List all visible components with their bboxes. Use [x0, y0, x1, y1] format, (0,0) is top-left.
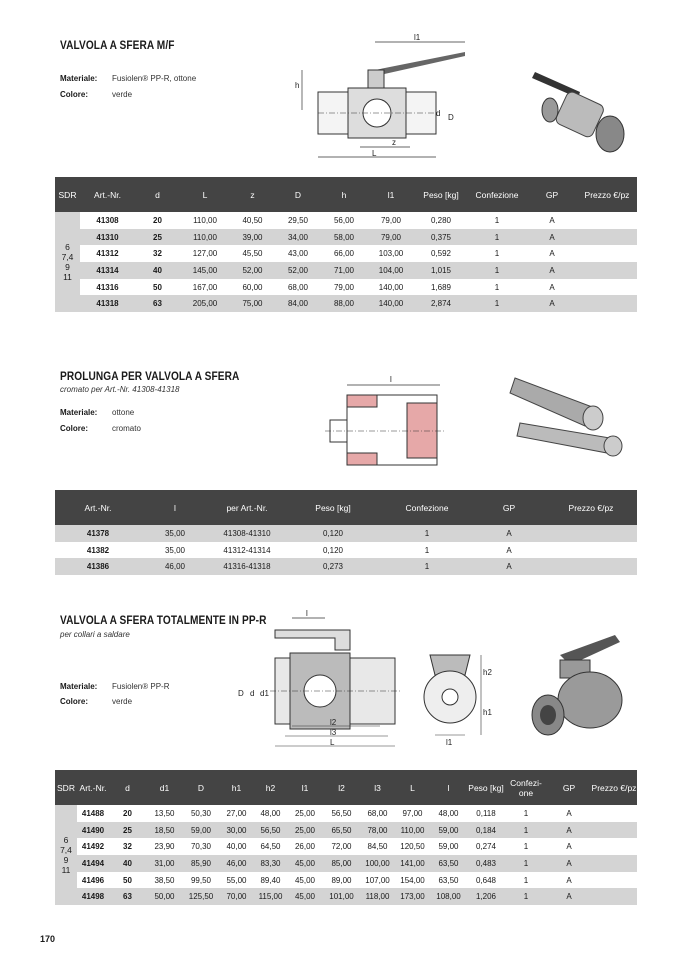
table-cell: 68,00 [367, 808, 388, 818]
sdr-value: 9 [63, 855, 69, 866]
table-cell: 75,00 [230, 295, 275, 312]
dim-d1: d1 [260, 689, 269, 698]
table-cell: 79,00 [380, 215, 402, 225]
table-header [55, 770, 637, 805]
article-number: 41316 [96, 282, 119, 292]
table-cell: 72,00 [331, 842, 352, 852]
table-cell: 63 [109, 888, 146, 905]
table-prolunga [55, 490, 637, 575]
table-cell: 84,00 [275, 295, 321, 312]
table-cell: 46,00 [219, 855, 254, 872]
table-cell: 1 [467, 295, 527, 312]
article-number: 41386 [55, 558, 141, 575]
table-cell: 52,00 [230, 262, 275, 279]
table-cell: A [473, 525, 545, 542]
table-cell: 118,00 [360, 888, 395, 905]
table-row [55, 805, 637, 822]
table-row [55, 279, 637, 296]
column-header: GP [547, 770, 591, 805]
table-cell: 2,874 [415, 295, 467, 312]
table-cell: A [527, 262, 577, 279]
table-cell: 35,00 [164, 545, 186, 555]
table-cell: A [547, 855, 591, 872]
table-cell: 65,50 [323, 822, 360, 839]
dim-h2: h2 [483, 668, 492, 677]
table-cell: 48,00 [438, 808, 459, 818]
column-header: L [180, 177, 230, 212]
material-row [60, 408, 134, 417]
table-cell: A [566, 808, 572, 818]
table-cell: 55,00 [226, 875, 247, 885]
table-valvola-pp-r [55, 770, 637, 905]
table-cell: A [549, 249, 555, 259]
table-cell: 1 [494, 249, 500, 259]
article-number: 41494 [77, 855, 109, 872]
table-cell: 50,30 [190, 808, 212, 818]
table-cell: 0,483 [467, 855, 505, 872]
section-subtitle: per collari a saldare [60, 630, 130, 639]
table-cell: 104,00 [367, 262, 415, 279]
sdr-cell [55, 805, 77, 905]
column-header: GP [527, 177, 577, 212]
table-cell: 0,273 [285, 558, 381, 575]
table-cell: 25,00 [294, 808, 316, 818]
column-header: l3 [360, 770, 395, 805]
table-header [55, 177, 637, 212]
price-cell [577, 279, 637, 296]
price-cell [591, 855, 637, 872]
table-cell: 88,00 [321, 295, 367, 312]
table-row [55, 542, 637, 559]
table-cell: 48,00 [260, 808, 281, 818]
table-cell: 83,30 [254, 855, 287, 872]
dim-l1: l1 [446, 738, 453, 747]
table-cell: 125,50 [183, 888, 219, 905]
table-cell: 167,00 [192, 282, 218, 292]
dim-D: D [448, 113, 454, 122]
column-header: l2 [323, 770, 360, 805]
table-row [55, 822, 637, 839]
table-cell: A [549, 215, 555, 225]
table-header [55, 490, 637, 525]
table-cell: 1 [505, 855, 547, 872]
article-number: 41490 [77, 822, 109, 839]
table-cell: 39,00 [230, 229, 275, 246]
column-header: Prezzo €/pz [577, 177, 637, 212]
dim-l1: l1 [414, 33, 421, 42]
table-cell: 145,00 [180, 262, 230, 279]
table-cell: 140,00 [378, 282, 404, 292]
price-cell [591, 805, 637, 822]
table-cell: 1 [381, 558, 473, 575]
color-label: Colore: [60, 697, 88, 706]
table-row [55, 838, 637, 855]
table-cell: A [547, 822, 591, 839]
table-row [55, 212, 637, 229]
table-cell: 25 [109, 822, 146, 839]
table-cell: 13,50 [154, 808, 175, 818]
table-cell: 1 [494, 282, 500, 292]
article-number: 41488 [81, 808, 105, 818]
table-cell: 25 [135, 229, 180, 246]
table-cell: 20 [123, 808, 132, 818]
dim-z: z [392, 138, 396, 147]
table-row [55, 245, 637, 262]
article-number: 41310 [80, 229, 135, 246]
column-header: Prezzo €/pz [545, 490, 637, 525]
section-title-valvola-pp-r: VALVOLA A SFERA TOTALMENTE IN PP-R [60, 615, 267, 627]
column-header: Prezzo €/pz [591, 770, 637, 805]
table-cell: 173,00 [395, 888, 430, 905]
table-cell: 78,00 [360, 822, 395, 839]
table-row [55, 872, 637, 889]
table-cell: 35,00 [141, 525, 209, 542]
article-number: 41496 [81, 875, 105, 885]
sdr-cell [55, 212, 80, 312]
product-photo-prolunga [505, 368, 635, 463]
section-title-prolunga: PROLUNGA PER VALVOLA A SFERA [60, 371, 240, 383]
material-value: ottone [112, 408, 135, 417]
color-label: Colore: [60, 90, 88, 99]
column-header: Peso [kg] [415, 177, 467, 212]
table-cell: 99,50 [190, 875, 212, 885]
table-cell: 41308-41310 [209, 525, 285, 542]
column-header: h [321, 177, 367, 212]
table-cell: 1 [505, 888, 547, 905]
table-row [55, 525, 637, 542]
table-cell: 70,00 [219, 888, 254, 905]
table-cell: 115,00 [254, 888, 287, 905]
material-label: Materiale: [60, 408, 98, 417]
column-header: Art.-Nr. [77, 770, 109, 805]
table-cell: 1,689 [430, 282, 452, 292]
price-cell [577, 212, 637, 229]
article-number: 41314 [80, 262, 135, 279]
column-header: Confezione [467, 177, 527, 212]
table-cell: 154,00 [400, 875, 425, 885]
table-cell: 45,00 [287, 888, 323, 905]
table-cell: 120,50 [400, 842, 425, 852]
column-header: l [430, 770, 467, 805]
table-cell: A [566, 875, 572, 885]
table-row [55, 855, 637, 872]
table-cell: 25,00 [287, 822, 323, 839]
table-cell: 59,00 [430, 822, 467, 839]
price-cell [591, 872, 637, 889]
table-cell: 70,30 [190, 842, 212, 852]
sdr-value: 7,4 [60, 845, 72, 856]
technical-drawing-valve-front [415, 635, 500, 750]
table-cell: 27,00 [226, 808, 247, 818]
table-cell: A [527, 229, 577, 246]
table-cell: 89,40 [260, 875, 281, 885]
column-header: Art.-Nr. [80, 177, 135, 212]
table-cell: 38,50 [154, 875, 175, 885]
column-header: Art.-Nr. [55, 490, 141, 525]
table-cell: 34,00 [275, 229, 321, 246]
table-cell: 1 [505, 822, 547, 839]
column-header: Peso [kg] [467, 770, 505, 805]
table-row [55, 558, 637, 575]
table-row [55, 295, 637, 312]
table-cell: 60,00 [242, 282, 263, 292]
sdr-value: 6 [63, 835, 69, 846]
table-cell: 205,00 [180, 295, 230, 312]
dim-l: l [390, 375, 392, 384]
table-cell: 101,00 [323, 888, 360, 905]
table-cell: 110,00 [193, 215, 217, 225]
column-header: h2 [254, 770, 287, 805]
column-header: l1 [367, 177, 415, 212]
table-cell: 1 [494, 215, 500, 225]
price-cell [591, 822, 637, 839]
table-cell: 40,00 [226, 842, 247, 852]
table-cell: 1 [523, 808, 529, 818]
table-cell: 56,50 [254, 822, 287, 839]
column-header: SDR [55, 770, 77, 805]
price-cell [577, 229, 637, 246]
dim-d: d [250, 689, 255, 698]
table-valvola-mf [55, 177, 637, 312]
price-cell [591, 838, 637, 855]
table-cell: 0,120 [322, 545, 344, 555]
material-value: Fusiolen® PP-R, ottone [112, 74, 197, 83]
section-title-valvola-mf: VALVOLA A SFERA M/F [60, 40, 175, 52]
price-cell [591, 888, 637, 905]
table-cell: 0,120 [285, 525, 381, 542]
table-cell: 45,00 [294, 875, 316, 885]
table-cell: 79,00 [333, 282, 355, 292]
column-header: Confezi-one [505, 770, 547, 805]
table-cell: 68,00 [287, 282, 309, 292]
product-photo-valve-mf [520, 62, 630, 157]
section-subtitle: cromato per Art.-Nr. 41308-41318 [60, 385, 180, 394]
table-cell: 1 [424, 545, 430, 555]
table-cell: 46,00 [141, 558, 209, 575]
table-cell: 63 [135, 295, 180, 312]
table-cell: 26,00 [294, 842, 316, 852]
table-cell: A [566, 842, 572, 852]
technical-drawing-valve-pp-r [230, 608, 405, 758]
dim-l: l [306, 609, 308, 618]
table-cell: 45,00 [287, 855, 323, 872]
table-row [55, 262, 637, 279]
sdr-value: 11 [63, 272, 72, 283]
table-cell: 0,648 [475, 875, 497, 885]
table-cell: 1 [467, 229, 527, 246]
table-cell: 110,00 [395, 822, 430, 839]
table-cell: 56,50 [331, 808, 352, 818]
table-cell: 0,184 [467, 822, 505, 839]
table-cell: A [473, 558, 545, 575]
table-cell: 40,50 [242, 215, 263, 225]
article-number: 41318 [80, 295, 135, 312]
table-cell: 100,00 [360, 855, 395, 872]
table-cell: 52,00 [275, 262, 321, 279]
material-label: Materiale: [60, 74, 98, 83]
table-cell: 50 [123, 875, 132, 885]
dim-L: L [372, 149, 377, 158]
price-cell [545, 558, 637, 575]
dim-d: d [436, 109, 441, 118]
table-cell: 89,00 [331, 875, 352, 885]
column-header: Confezione [381, 490, 473, 525]
article-number: 41312 [96, 249, 119, 259]
table-cell: 110,00 [180, 229, 230, 246]
price-cell [545, 542, 637, 559]
table-row [55, 229, 637, 246]
table-cell: 1 [381, 525, 473, 542]
table-cell: 31,00 [146, 855, 183, 872]
table-cell: 1,015 [415, 262, 467, 279]
article-number: 41498 [77, 888, 109, 905]
material-label: Materiale: [60, 682, 98, 691]
article-number: 41378 [55, 525, 141, 542]
sdr-value: 6 [65, 242, 70, 253]
table-cell: 41316-41318 [209, 558, 285, 575]
material-value: Fusiolen® PP-R [112, 682, 170, 691]
table-cell: 59,00 [183, 822, 219, 839]
color-row [60, 424, 141, 433]
table-cell: 59,00 [438, 842, 459, 852]
column-header: l1 [287, 770, 323, 805]
column-header: l [141, 490, 209, 525]
sdr-value: 9 [65, 262, 70, 273]
price-cell [577, 295, 637, 312]
article-number: 41492 [81, 842, 105, 852]
table-cell: A [547, 888, 591, 905]
column-header: GP [473, 490, 545, 525]
table-cell: 56,00 [333, 215, 355, 225]
column-header: SDR [55, 177, 80, 212]
table-cell: 63,50 [430, 855, 467, 872]
table-cell: 0,280 [430, 215, 452, 225]
column-header: d [109, 770, 146, 805]
color-row [60, 90, 132, 99]
column-header: L [395, 770, 430, 805]
table-cell: 50,00 [146, 888, 183, 905]
table-cell: 1 [523, 875, 529, 885]
table-cell: 71,00 [321, 262, 367, 279]
table-cell: A [506, 545, 512, 555]
table-cell: 64,50 [260, 842, 281, 852]
table-cell: 41312-41314 [223, 545, 271, 555]
color-value: verde [112, 90, 133, 99]
price-cell [577, 262, 637, 279]
dim-h: h [295, 81, 300, 90]
table-cell: 79,00 [367, 229, 415, 246]
article-number: 41382 [86, 545, 110, 555]
column-header: d1 [146, 770, 183, 805]
dim-L: L [330, 738, 335, 747]
material-row [60, 682, 169, 691]
table-cell: 140,00 [367, 295, 415, 312]
table-cell: 1,206 [467, 888, 505, 905]
table-cell: 0,592 [430, 249, 452, 259]
table-cell: 0,118 [476, 808, 496, 818]
table-cell: 1 [467, 262, 527, 279]
table-cell: A [549, 282, 555, 292]
color-row [60, 697, 132, 706]
table-cell: 30,00 [219, 822, 254, 839]
sdr-value: 11 [61, 865, 71, 876]
table-cell: 29,50 [287, 215, 309, 225]
table-cell: 50 [153, 282, 162, 292]
table-cell: 141,00 [395, 855, 430, 872]
sdr-value: 7,4 [61, 252, 74, 263]
table-cell: 103,00 [378, 249, 404, 259]
color-label: Colore: [60, 424, 88, 433]
table-cell: 40 [135, 262, 180, 279]
dim-D: D [238, 689, 244, 698]
dim-h1: h1 [483, 708, 492, 717]
table-cell: 32 [153, 249, 162, 259]
table-cell: 107,00 [365, 875, 390, 885]
table-cell: 43,00 [287, 249, 309, 259]
table-cell: 66,00 [333, 249, 355, 259]
table-cell: 45,50 [242, 249, 263, 259]
color-value: verde [112, 697, 133, 706]
product-photo-valve-pp-r [520, 630, 630, 745]
table-cell: 40 [109, 855, 146, 872]
color-value: cromato [112, 424, 141, 433]
page-number: 170 [40, 934, 56, 944]
column-header: h1 [219, 770, 254, 805]
price-cell [545, 525, 637, 542]
table-cell: 63,50 [438, 875, 459, 885]
dim-l2: l2 [330, 718, 337, 727]
table-cell: 84,50 [367, 842, 388, 852]
price-cell [577, 245, 637, 262]
article-number: 41308 [96, 215, 119, 225]
table-cell: 97,00 [402, 808, 423, 818]
table-cell: 1 [523, 842, 529, 852]
table-cell: 108,00 [430, 888, 467, 905]
table-cell: 20 [153, 215, 162, 225]
table-cell: 32 [123, 842, 132, 852]
table-cell: 85,90 [183, 855, 219, 872]
table-cell: A [527, 295, 577, 312]
table-cell: 0,375 [415, 229, 467, 246]
column-header: Peso [kg] [285, 490, 381, 525]
technical-drawing-valve-mf [290, 30, 470, 165]
table-cell: 58,00 [321, 229, 367, 246]
table-cell: 85,00 [323, 855, 360, 872]
table-cell: 0,274 [475, 842, 497, 852]
table-row [55, 888, 637, 905]
technical-drawing-prolunga [325, 365, 445, 470]
column-header: per Art.-Nr. [209, 490, 285, 525]
table-cell: 23,90 [154, 842, 175, 852]
table-cell: 127,00 [192, 249, 218, 259]
column-header: D [183, 770, 219, 805]
table-cell: 18,50 [146, 822, 183, 839]
column-header: z [230, 177, 275, 212]
column-header: D [275, 177, 321, 212]
material-row [60, 74, 196, 83]
column-header: d [135, 177, 180, 212]
dim-l3: l3 [330, 728, 337, 737]
